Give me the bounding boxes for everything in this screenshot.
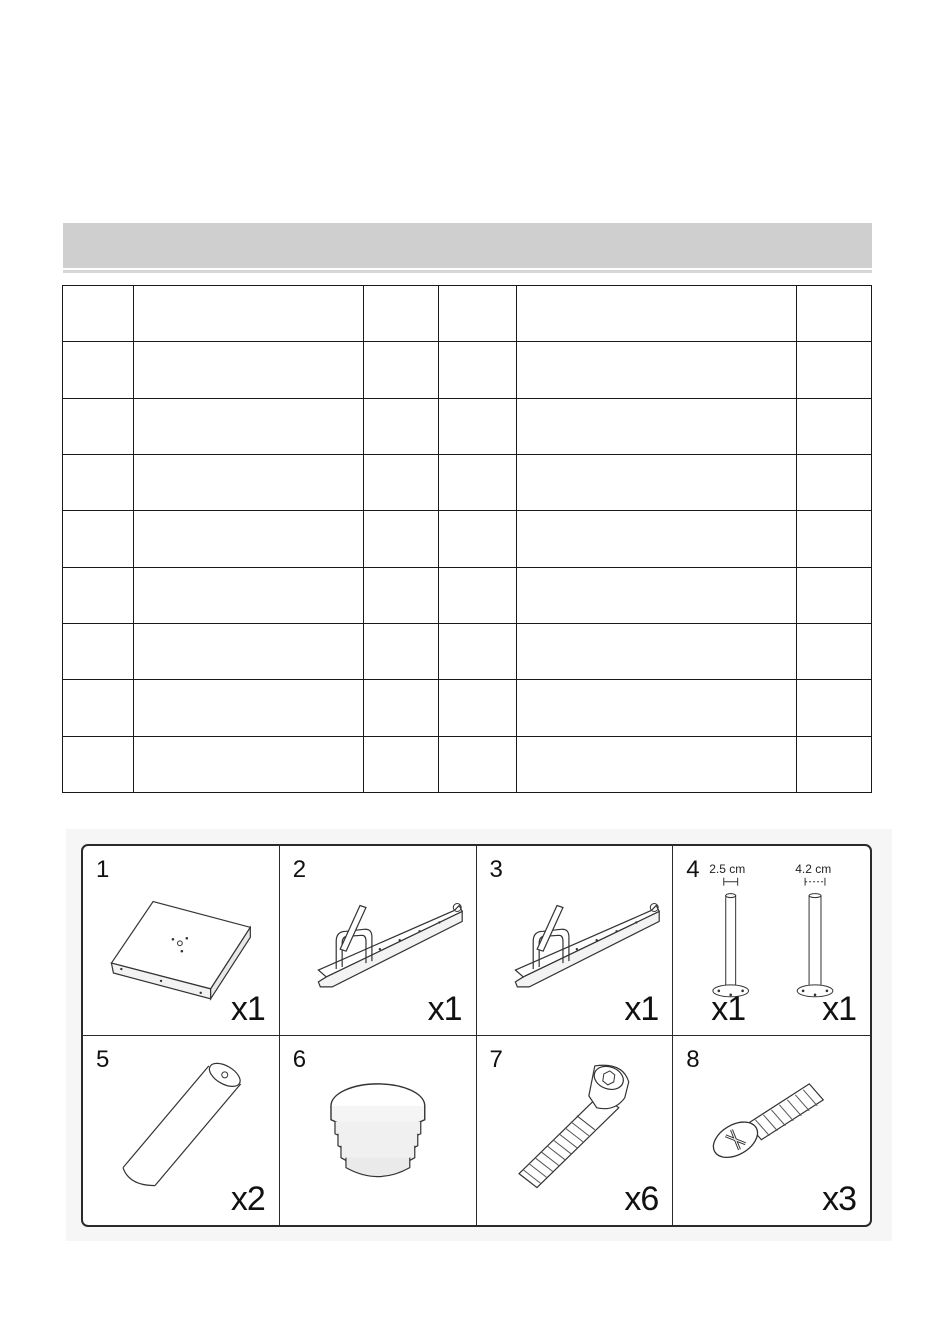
- table-row: [63, 567, 872, 623]
- table-row: [63, 342, 872, 398]
- part-number: 2: [292, 856, 307, 883]
- post-dimension-label: 4.2 cm: [795, 862, 832, 876]
- table-row: [63, 286, 872, 342]
- part-cell-5: [83, 1036, 280, 1226]
- part-cell-6: [280, 1036, 477, 1226]
- part-cell-2: [280, 846, 477, 1036]
- part-number: 7: [489, 1045, 503, 1073]
- part-quantity: x1: [711, 989, 746, 1028]
- table-row: [63, 736, 872, 792]
- part-number: 6: [292, 1045, 307, 1073]
- part-cell-8: [673, 1036, 870, 1226]
- table-row: [63, 454, 872, 510]
- part-quantity: x1: [230, 989, 265, 1028]
- part-number: 4: [686, 856, 700, 883]
- parts-diagram-grid: [81, 844, 872, 1227]
- part-quantity: x1: [624, 989, 659, 1028]
- part-quantity: x2: [230, 1180, 265, 1218]
- table-row: [63, 511, 872, 567]
- part-number: 1: [96, 856, 110, 883]
- part-number: 5: [96, 1045, 110, 1073]
- table-row: [63, 398, 872, 454]
- part-cell-3: [477, 846, 674, 1036]
- part-number: 3: [489, 856, 503, 883]
- part-cell-7: [477, 1036, 674, 1226]
- parts-list-table: [62, 285, 872, 793]
- post-dimension-label: 2.5 cm: [709, 862, 746, 876]
- part-quantity: x1: [427, 989, 462, 1028]
- part-number: 8: [686, 1045, 700, 1073]
- end-cap-icon: [280, 1036, 476, 1226]
- part-cell-1: [83, 846, 280, 1036]
- table-row: [63, 623, 872, 679]
- part-cell-4: [673, 846, 870, 1036]
- part-quantity: x6: [624, 1180, 659, 1218]
- section-divider: [63, 270, 872, 273]
- part-quantity: x1: [822, 989, 856, 1028]
- section-header-bar: [63, 223, 872, 268]
- part-quantity: x3: [822, 1180, 856, 1218]
- table-row: [63, 680, 872, 736]
